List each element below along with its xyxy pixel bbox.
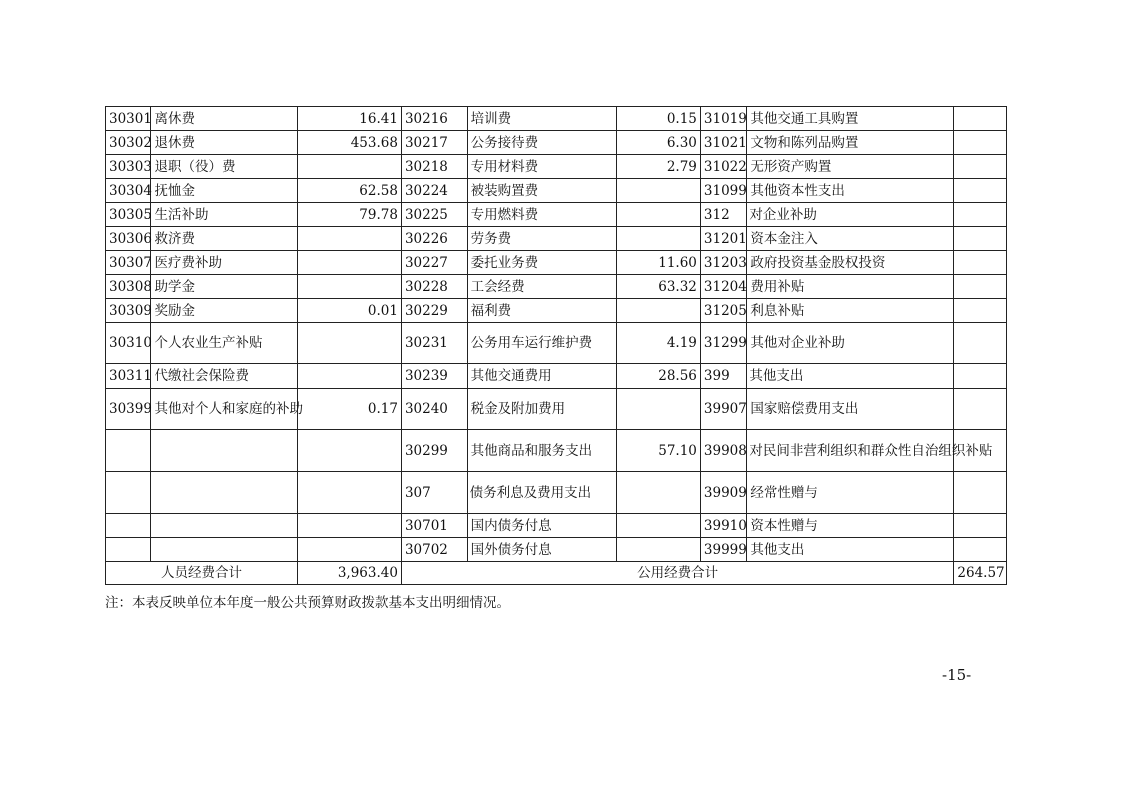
amount-cell [297, 430, 401, 472]
amount-cell: 4.19 [617, 323, 701, 364]
amount-cell [954, 179, 1007, 203]
code-cell: 31204 [700, 275, 746, 299]
item-name-cell: 抚恤金 [151, 179, 297, 203]
table-row [106, 389, 1007, 430]
item-name-cell [151, 472, 297, 514]
amount-cell: 2.79 [617, 155, 701, 179]
code-cell: 30218 [401, 155, 467, 179]
code-cell: 39908 [700, 430, 746, 472]
item-name-cell: 文物和陈列品购置 [747, 131, 954, 155]
amount-cell: 57.10 [617, 430, 701, 472]
item-name-cell: 对企业补助 [747, 203, 954, 227]
code-cell: 31099 [700, 179, 746, 203]
amount-cell [954, 299, 1007, 323]
public-total-label: 公用经费合计 [401, 562, 953, 585]
table-row [106, 364, 1007, 389]
amount-cell [617, 538, 701, 562]
code-cell: 30226 [401, 227, 467, 251]
amount-cell [954, 323, 1007, 364]
table-row [106, 251, 1007, 275]
table-row [106, 155, 1007, 179]
amount-cell [617, 179, 701, 203]
code-cell: 30399 [106, 389, 151, 430]
code-cell: 30702 [401, 538, 467, 562]
table-row [106, 472, 1007, 514]
code-cell: 30217 [401, 131, 467, 155]
table-row [106, 514, 1007, 538]
item-name-cell: 培训费 [467, 107, 616, 131]
amount-cell: 62.58 [297, 179, 401, 203]
amount-cell [954, 251, 1007, 275]
amount-cell: 79.78 [297, 203, 401, 227]
table-row [106, 203, 1007, 227]
code-cell: 30216 [401, 107, 467, 131]
code-cell: 30310 [106, 323, 151, 364]
item-name-cell: 救济费 [151, 227, 297, 251]
item-name-cell: 公务接待费 [467, 131, 616, 155]
item-name-cell: 其他交通费用 [467, 364, 616, 389]
amount-cell [617, 227, 701, 251]
item-name-cell: 委托业务费 [467, 251, 616, 275]
code-cell: 30231 [401, 323, 467, 364]
code-cell: 30240 [401, 389, 467, 430]
item-name-cell: 其他交通工具购置 [747, 107, 954, 131]
amount-cell [954, 107, 1007, 131]
item-name-cell: 无形资产购置 [747, 155, 954, 179]
code-cell: 30229 [401, 299, 467, 323]
item-name-cell: 个人农业生产补贴 [151, 323, 297, 364]
expenditure-detail-table [105, 106, 1007, 585]
item-name-cell: 其他资本性支出 [747, 179, 954, 203]
item-name-cell: 医疗费补助 [151, 251, 297, 275]
code-cell: 30301 [106, 107, 151, 131]
item-name-cell: 资本金注入 [747, 227, 954, 251]
item-name-cell: 奖励金 [151, 299, 297, 323]
amount-cell [297, 514, 401, 538]
amount-cell: 28.56 [617, 364, 701, 389]
item-name-cell: 离休费 [151, 107, 297, 131]
amount-cell [617, 203, 701, 227]
code-cell: 30306 [106, 227, 151, 251]
table-row [106, 179, 1007, 203]
code-cell: 312 [700, 203, 746, 227]
table-row [106, 430, 1007, 472]
item-name-cell [151, 430, 297, 472]
item-name-cell: 福利费 [467, 299, 616, 323]
code-cell: 30239 [401, 364, 467, 389]
amount-cell: 0.15 [617, 107, 701, 131]
item-name-cell: 被装购置费 [467, 179, 616, 203]
amount-cell [297, 323, 401, 364]
personnel-total-label: 人员经费合计 [106, 562, 298, 585]
table-row [106, 227, 1007, 251]
amount-cell [297, 227, 401, 251]
amount-cell [954, 364, 1007, 389]
item-name-cell: 专用材料费 [467, 155, 616, 179]
item-name-cell: 经常性赠与 [747, 472, 954, 514]
item-name-cell: 其他对企业补助 [747, 323, 954, 364]
code-cell: 30225 [401, 203, 467, 227]
code-cell: 30307 [106, 251, 151, 275]
amount-cell [617, 299, 701, 323]
amount-cell [954, 472, 1007, 514]
table-note: 注：本表反映单位本年度一般公共预算财政拨款基本支出明细情况。 [105, 595, 510, 611]
code-cell [106, 538, 151, 562]
code-cell: 39910 [700, 514, 746, 538]
item-name-cell: 国内债务付息 [467, 514, 616, 538]
code-cell: 30224 [401, 179, 467, 203]
item-name-cell: 国家赔偿费用支出 [747, 389, 954, 430]
code-cell: 31022 [700, 155, 746, 179]
amount-cell: 11.60 [617, 251, 701, 275]
item-name-cell [151, 538, 297, 562]
item-name-cell: 专用燃料费 [467, 203, 616, 227]
item-name-cell: 债务利息及费用支出 [467, 472, 616, 514]
code-cell: 30309 [106, 299, 151, 323]
code-cell: 31205 [700, 299, 746, 323]
item-name-cell: 费用补贴 [747, 275, 954, 299]
code-cell: 30303 [106, 155, 151, 179]
amount-cell [297, 364, 401, 389]
item-name-cell: 资本性赠与 [747, 514, 954, 538]
amount-cell [617, 514, 701, 538]
code-cell: 30311 [106, 364, 151, 389]
amount-cell [954, 203, 1007, 227]
item-name-cell: 对民间非营利组织和群众性自治组织补贴 [747, 430, 954, 472]
amount-cell [954, 389, 1007, 430]
table-row [106, 107, 1007, 131]
amount-cell [954, 538, 1007, 562]
item-name-cell: 利息补贴 [747, 299, 954, 323]
amount-cell [297, 472, 401, 514]
code-cell: 30299 [401, 430, 467, 472]
code-cell: 31019 [700, 107, 746, 131]
code-cell [106, 430, 151, 472]
amount-cell [297, 251, 401, 275]
item-name-cell: 退休费 [151, 131, 297, 155]
code-cell: 31299 [700, 323, 746, 364]
code-cell [106, 514, 151, 538]
item-name-cell: 劳务费 [467, 227, 616, 251]
amount-cell: 453.68 [297, 131, 401, 155]
item-name-cell: 其他支出 [747, 538, 954, 562]
page-number: -15- [942, 666, 972, 684]
code-cell: 30228 [401, 275, 467, 299]
totals-row [106, 562, 1007, 585]
table-row [106, 275, 1007, 299]
table-row [106, 323, 1007, 364]
amount-cell [954, 155, 1007, 179]
amount-cell: 0.01 [297, 299, 401, 323]
public-total-value: 264.57 [954, 562, 1007, 585]
code-cell: 307 [401, 472, 467, 514]
item-name-cell: 代缴社会保险费 [151, 364, 297, 389]
amount-cell: 0.17 [297, 389, 401, 430]
amount-cell [297, 155, 401, 179]
amount-cell: 63.32 [617, 275, 701, 299]
table-row [106, 131, 1007, 155]
amount-cell: 6.30 [617, 131, 701, 155]
code-cell: 30227 [401, 251, 467, 275]
code-cell: 31021 [700, 131, 746, 155]
code-cell: 39909 [700, 472, 746, 514]
item-name-cell [151, 514, 297, 538]
code-cell: 31203 [700, 251, 746, 275]
amount-cell [954, 131, 1007, 155]
item-name-cell: 其他支出 [747, 364, 954, 389]
amount-cell [297, 538, 401, 562]
item-name-cell: 生活补助 [151, 203, 297, 227]
amount-cell [617, 389, 701, 430]
item-name-cell: 政府投资基金股权投资 [747, 251, 954, 275]
code-cell: 30308 [106, 275, 151, 299]
amount-cell [954, 514, 1007, 538]
amount-cell [617, 472, 701, 514]
code-cell: 399 [700, 364, 746, 389]
amount-cell [297, 275, 401, 299]
amount-cell [954, 227, 1007, 251]
code-cell: 30304 [106, 179, 151, 203]
item-name-cell: 助学金 [151, 275, 297, 299]
personnel-total-value: 3,963.40 [297, 562, 401, 585]
code-cell [106, 472, 151, 514]
item-name-cell: 公务用车运行维护费 [467, 323, 616, 364]
table-row [106, 538, 1007, 562]
amount-cell: 16.41 [297, 107, 401, 131]
table-row [106, 299, 1007, 323]
item-name-cell: 其他对个人和家庭的补助 [151, 389, 297, 430]
code-cell: 30302 [106, 131, 151, 155]
code-cell: 39999 [700, 538, 746, 562]
code-cell: 30701 [401, 514, 467, 538]
code-cell: 39907 [700, 389, 746, 430]
item-name-cell: 工会经费 [467, 275, 616, 299]
item-name-cell: 其他商品和服务支出 [467, 430, 616, 472]
amount-cell [954, 275, 1007, 299]
code-cell: 31201 [700, 227, 746, 251]
item-name-cell: 国外债务付息 [467, 538, 616, 562]
code-cell: 30305 [106, 203, 151, 227]
item-name-cell: 退职（役）费 [151, 155, 297, 179]
item-name-cell: 税金及附加费用 [467, 389, 616, 430]
